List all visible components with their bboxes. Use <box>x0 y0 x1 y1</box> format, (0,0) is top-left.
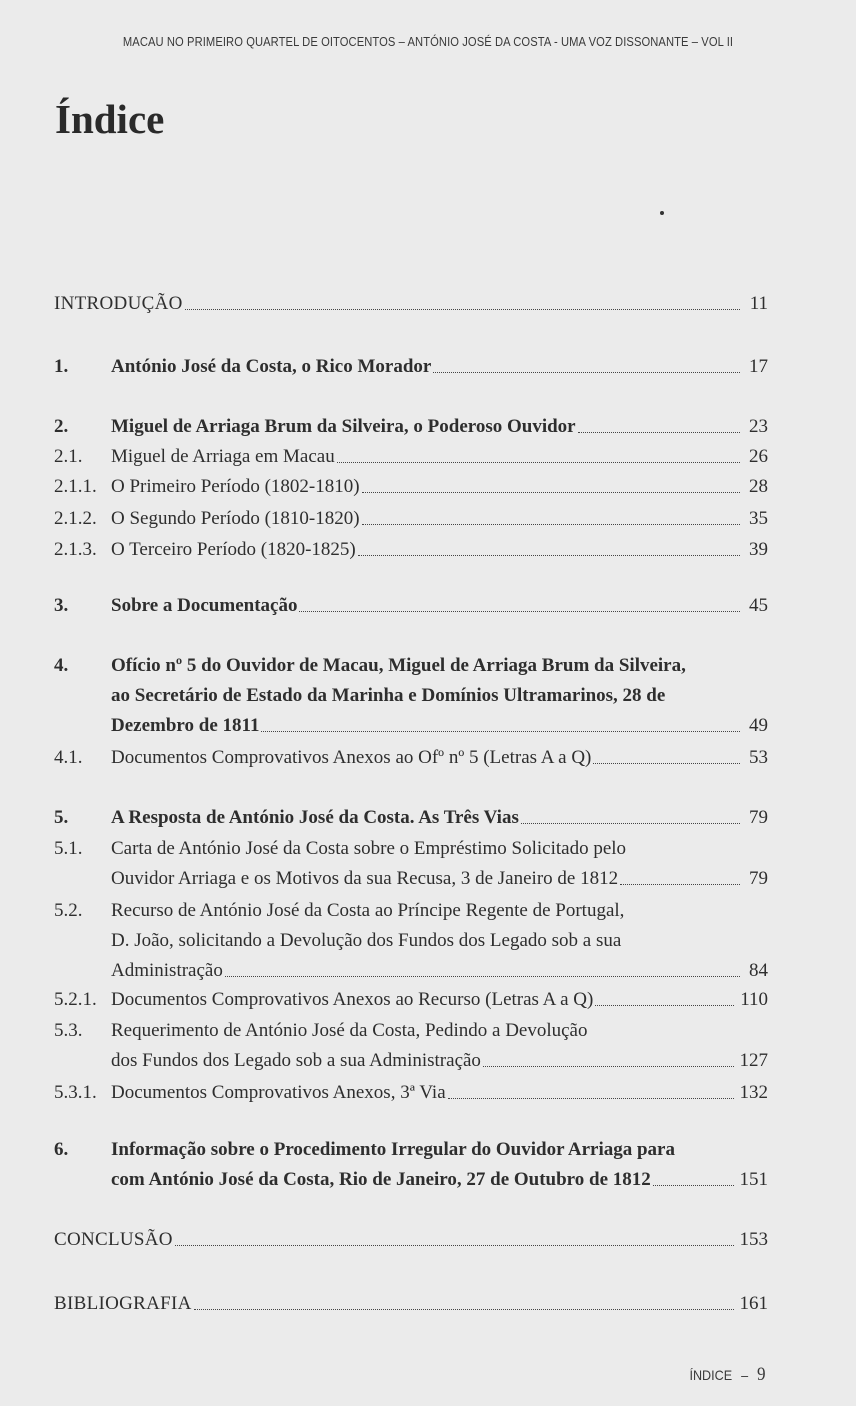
toc-entry-text: Documentos Comprovativos Anexos ao Ofº nº 5 (Letras A a Q) <box>111 747 592 768</box>
toc-leader-dots <box>362 492 740 493</box>
toc-entry-3[interactable] <box>54 591 768 621</box>
toc-leader-dots <box>578 432 740 433</box>
toc-entry-text-line: ao Secretário de Estado da Marinha e Domínios Ultramarinos, 28 de <box>111 685 666 706</box>
toc-entry-number: 2.1.2. <box>54 508 97 529</box>
toc-entry-text: A Resposta de António José da Costa. As Três Vias <box>111 807 519 828</box>
toc-entry-number: 2.1. <box>54 446 83 467</box>
toc-entry-text-line: Dezembro de 1811 <box>111 715 260 736</box>
toc-entry-6[interactable] <box>54 1135 768 1195</box>
toc-leader-dots <box>261 731 740 732</box>
toc-entry-number: 4.1. <box>54 747 83 768</box>
print-speck <box>660 211 664 215</box>
toc-entry-number: 5.2. <box>54 900 83 921</box>
toc-entry-text: Documentos Comprovativos Anexos, 3ª Via <box>111 1082 446 1103</box>
toc-entry-text-line: D. João, solicitando a Devolução dos Fundos dos Legado sob a sua <box>111 930 622 951</box>
toc-entry-text: INTRODUÇÃO <box>54 293 183 314</box>
toc-entry-text-line: Recurso de António José da Costa ao Príncipe Regente de Portugal, <box>111 900 625 921</box>
toc-entry-conclusao[interactable] <box>54 1225 768 1255</box>
toc-entry-text: O Primeiro Período (1802-1810) <box>111 476 360 497</box>
toc-page-number: 110 <box>740 989 768 1010</box>
toc-page-number: 132 <box>739 1082 768 1103</box>
toc-leader-dots <box>595 1005 734 1006</box>
toc-entry-text: António José da Costa, o Rico Morador <box>111 356 432 377</box>
toc-page-number: 79 <box>749 807 768 828</box>
toc-entry-text-line: Ouvidor Arriaga e os Motivos da sua Recusa, 3 de Janeiro de 1812 <box>111 868 619 889</box>
toc-entry-text-line: com António José da Costa, Rio de Janeiro, 27 de Outubro de 1812 <box>111 1169 651 1190</box>
toc-leader-dots <box>653 1185 734 1186</box>
toc-entry-5-3-1[interactable] <box>54 1078 768 1108</box>
toc-entry-text-line: dos Fundos dos Legado sob a sua Administração <box>111 1050 481 1071</box>
footer-separator: – <box>741 1367 749 1383</box>
toc-entry-2-1-3[interactable] <box>54 535 768 565</box>
toc-leader-dots <box>448 1098 734 1099</box>
toc-leader-dots <box>593 763 740 764</box>
toc-page-number: 35 <box>749 508 768 529</box>
toc-page-number: 17 <box>749 356 768 377</box>
toc-entry-text-line: Informação sobre o Procedimento Irregular do Ouvidor Arriaga para <box>111 1139 675 1160</box>
toc-entry-text: CONCLUSÃO <box>54 1229 173 1250</box>
toc-entry-number: 5.3.1. <box>54 1082 97 1103</box>
toc-entry-text: BIBLIOGRAFIA <box>54 1293 192 1314</box>
toc-leader-dots <box>185 309 740 310</box>
toc-page-number: 11 <box>749 293 768 314</box>
toc-entry-4-1[interactable] <box>54 743 768 773</box>
toc-leader-dots <box>299 611 740 612</box>
toc-entry-text: Documentos Comprovativos Anexos ao Recurso (Letras A a Q) <box>111 989 594 1010</box>
toc-page-number: 79 <box>749 868 768 889</box>
toc-entry-text-line: Ofício nº 5 do Ouvidor de Macau, Miguel de Arriaga Brum da Silveira, <box>111 655 686 676</box>
toc-entry-number: 5.1. <box>54 838 83 859</box>
toc-entry-1[interactable] <box>54 352 768 382</box>
toc-entry-number: 1. <box>54 356 69 377</box>
toc-entry-4[interactable] <box>54 651 768 741</box>
toc-entry-text: O Segundo Período (1810-1820) <box>111 508 360 529</box>
toc-page-number: 161 <box>739 1293 768 1314</box>
toc-page-number: 26 <box>749 446 768 467</box>
toc-page-number: 45 <box>749 595 768 616</box>
toc-leader-dots <box>337 462 740 463</box>
toc-entry-5-1[interactable] <box>54 834 768 894</box>
toc-leader-dots <box>358 555 740 556</box>
toc-entry-number: 4. <box>54 655 69 676</box>
toc-page-number: 53 <box>749 747 768 768</box>
toc-entry-2-1-2[interactable] <box>54 504 768 534</box>
toc-entry-number: 3. <box>54 595 69 616</box>
toc-entry-text: Miguel de Arriaga Brum da Silveira, o Poderoso Ouvidor <box>111 416 576 437</box>
toc-leader-dots <box>433 372 740 373</box>
toc-entry-text-line: Requerimento de António José da Costa, Pedindo a Devolução <box>111 1020 588 1041</box>
toc-entry-text: Miguel de Arriaga em Macau <box>111 446 335 467</box>
toc-page-number: 23 <box>749 416 768 437</box>
footer-page-number: 9 <box>757 1364 766 1385</box>
toc-entry-5-2[interactable] <box>54 896 768 986</box>
toc-entry-number: 2. <box>54 416 69 437</box>
toc-leader-dots <box>521 823 740 824</box>
toc-entry-5[interactable] <box>54 803 768 833</box>
toc-entry-text: Sobre a Documentação <box>111 595 298 616</box>
toc-entry-text-line: Carta de António José da Costa sobre o Empréstimo Solicitado pelo <box>111 838 627 859</box>
toc-leader-dots <box>175 1245 734 1246</box>
toc-page-number: 39 <box>749 539 768 560</box>
toc-entry-text: O Terceiro Período (1820-1825) <box>111 539 356 560</box>
toc-page-number: 127 <box>739 1050 768 1071</box>
toc-entry-number: 2.1.3. <box>54 539 97 560</box>
toc-page-number: 49 <box>749 715 768 736</box>
toc-page-number: 151 <box>739 1169 768 1190</box>
toc-page-number: 84 <box>749 960 768 981</box>
toc-entry-number: 6. <box>54 1139 69 1160</box>
toc-page-number: 153 <box>739 1229 768 1250</box>
footer-label: ÍNDICE <box>689 1367 733 1383</box>
toc-entry-number: 5. <box>54 807 69 828</box>
page-footer <box>690 1364 766 1386</box>
toc-entry-number: 2.1.1. <box>54 476 97 497</box>
toc-entry-introducao[interactable] <box>54 289 768 319</box>
toc-entry-text-line: Administração <box>111 960 223 981</box>
toc-leader-dots <box>620 884 740 885</box>
toc-entry-number: 5.3. <box>54 1020 83 1041</box>
toc-entry-2[interactable] <box>54 412 768 442</box>
running-head: MACAU NO PRIMEIRO QUARTEL DE OITOCENTOS – ANTÓNIO JOSÉ DA COSTA - UMA VOZ DISSONANTE – VOL II <box>122 34 734 49</box>
toc-leader-dots <box>225 976 740 977</box>
toc-page-number: 28 <box>749 476 768 497</box>
toc-entry-bibliografia[interactable] <box>54 1289 768 1319</box>
toc-entry-2-1-1[interactable] <box>54 472 768 502</box>
toc-leader-dots <box>483 1066 734 1067</box>
page-title: Índice <box>55 96 165 142</box>
toc-leader-dots <box>362 524 740 525</box>
toc-leader-dots <box>194 1309 734 1310</box>
toc-entry-number: 5.2.1. <box>54 989 97 1010</box>
toc-entry-5-3[interactable] <box>54 1016 768 1076</box>
toc-entry-5-2-1[interactable] <box>54 985 768 1015</box>
toc-entry-2-1[interactable] <box>54 442 768 472</box>
